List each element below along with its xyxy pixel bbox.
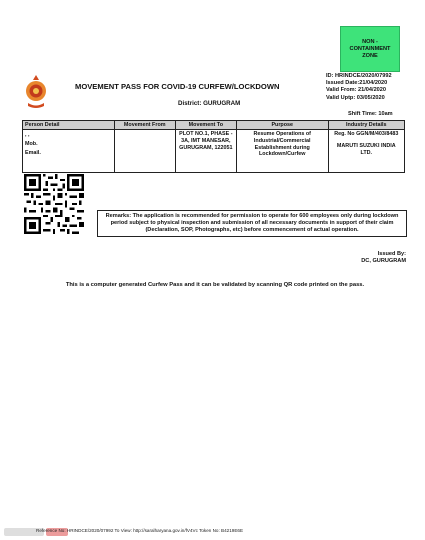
- header-industry-details: Industry Details: [328, 121, 404, 130]
- header-purpose: Purpose: [236, 121, 328, 130]
- movement-to-cell: PLOT NO.1, PHASE - 3A, IMT MANESAR, GURUGRAM, 122051: [175, 130, 236, 173]
- page-title: MOVEMENT PASS FOR COVID-19 CURFEW/LOCKDOWN: [75, 82, 280, 91]
- non-containment-zone-badge: [340, 26, 400, 72]
- pass-meta: [326, 73, 406, 102]
- person-email: Email.: [25, 150, 41, 156]
- pass-details-table: [22, 120, 405, 173]
- purpose-cell: Resume Operations of Industrial/Commercial Establishment during Lockdown/Curfew: [236, 130, 328, 173]
- shift-time: Shift Time: 10am: [348, 111, 393, 117]
- table-header-row: [23, 121, 405, 130]
- pass-id: ID: HRINDCE/2020/07992: [326, 73, 392, 79]
- badge-line-3: ZONE: [362, 52, 378, 59]
- header-movement-to: Movement To: [175, 121, 236, 130]
- industry-name: MARUTI SUZUKI INDIA LTD.: [336, 142, 396, 156]
- reference-line: Reference No: HRINDCE/2020/07992 To View: http://saralharyana.gov.in/fV4Vc Token No: B4219E6E: [36, 528, 244, 533]
- badge-line-2: CONTAINMENT: [349, 45, 391, 52]
- issued-by-authority: DC, GURUGRAM: [361, 258, 406, 264]
- header-movement-from: Movement From: [114, 121, 175, 130]
- valid-from: Valid From: 21/04/2020: [326, 87, 387, 94]
- badge-line-1: NON -: [362, 38, 378, 45]
- issued-date: Issued Date:21/04/2020: [326, 80, 388, 87]
- valid-upto: Valid Uptp: 03/05/2020: [326, 94, 385, 101]
- industry-details-cell: [328, 130, 404, 173]
- person-detail-cell: [23, 130, 115, 173]
- industry-reg-no: Reg. No GGN/M/403/8483: [334, 131, 399, 137]
- remarks-box: Remarks: The application is recommended for permission to operate for 600 employees only during lockdown period subject to physical inspection and submission of all necessary documents in support of their claim (Declaration, SOP, Photographs, etc) before commencement of actual operation.: [97, 210, 407, 237]
- table-row: [23, 130, 405, 173]
- qr-code-icon: [24, 174, 84, 234]
- person-name: , ,: [25, 132, 30, 138]
- header-person-detail: Person Detail: [23, 121, 115, 130]
- validation-note: This is a computer generated Curfew Pass and it can be validated by scanning QR code printed on the pass.: [65, 282, 365, 288]
- haryana-emblem-icon: [22, 73, 50, 109]
- person-mobile: Mob.: [25, 141, 38, 147]
- issued-by: [340, 251, 406, 265]
- district-label: District: GURUGRAM: [178, 100, 241, 107]
- issued-by-label: Issued By:: [377, 251, 406, 257]
- movement-from-cell: [114, 130, 175, 173]
